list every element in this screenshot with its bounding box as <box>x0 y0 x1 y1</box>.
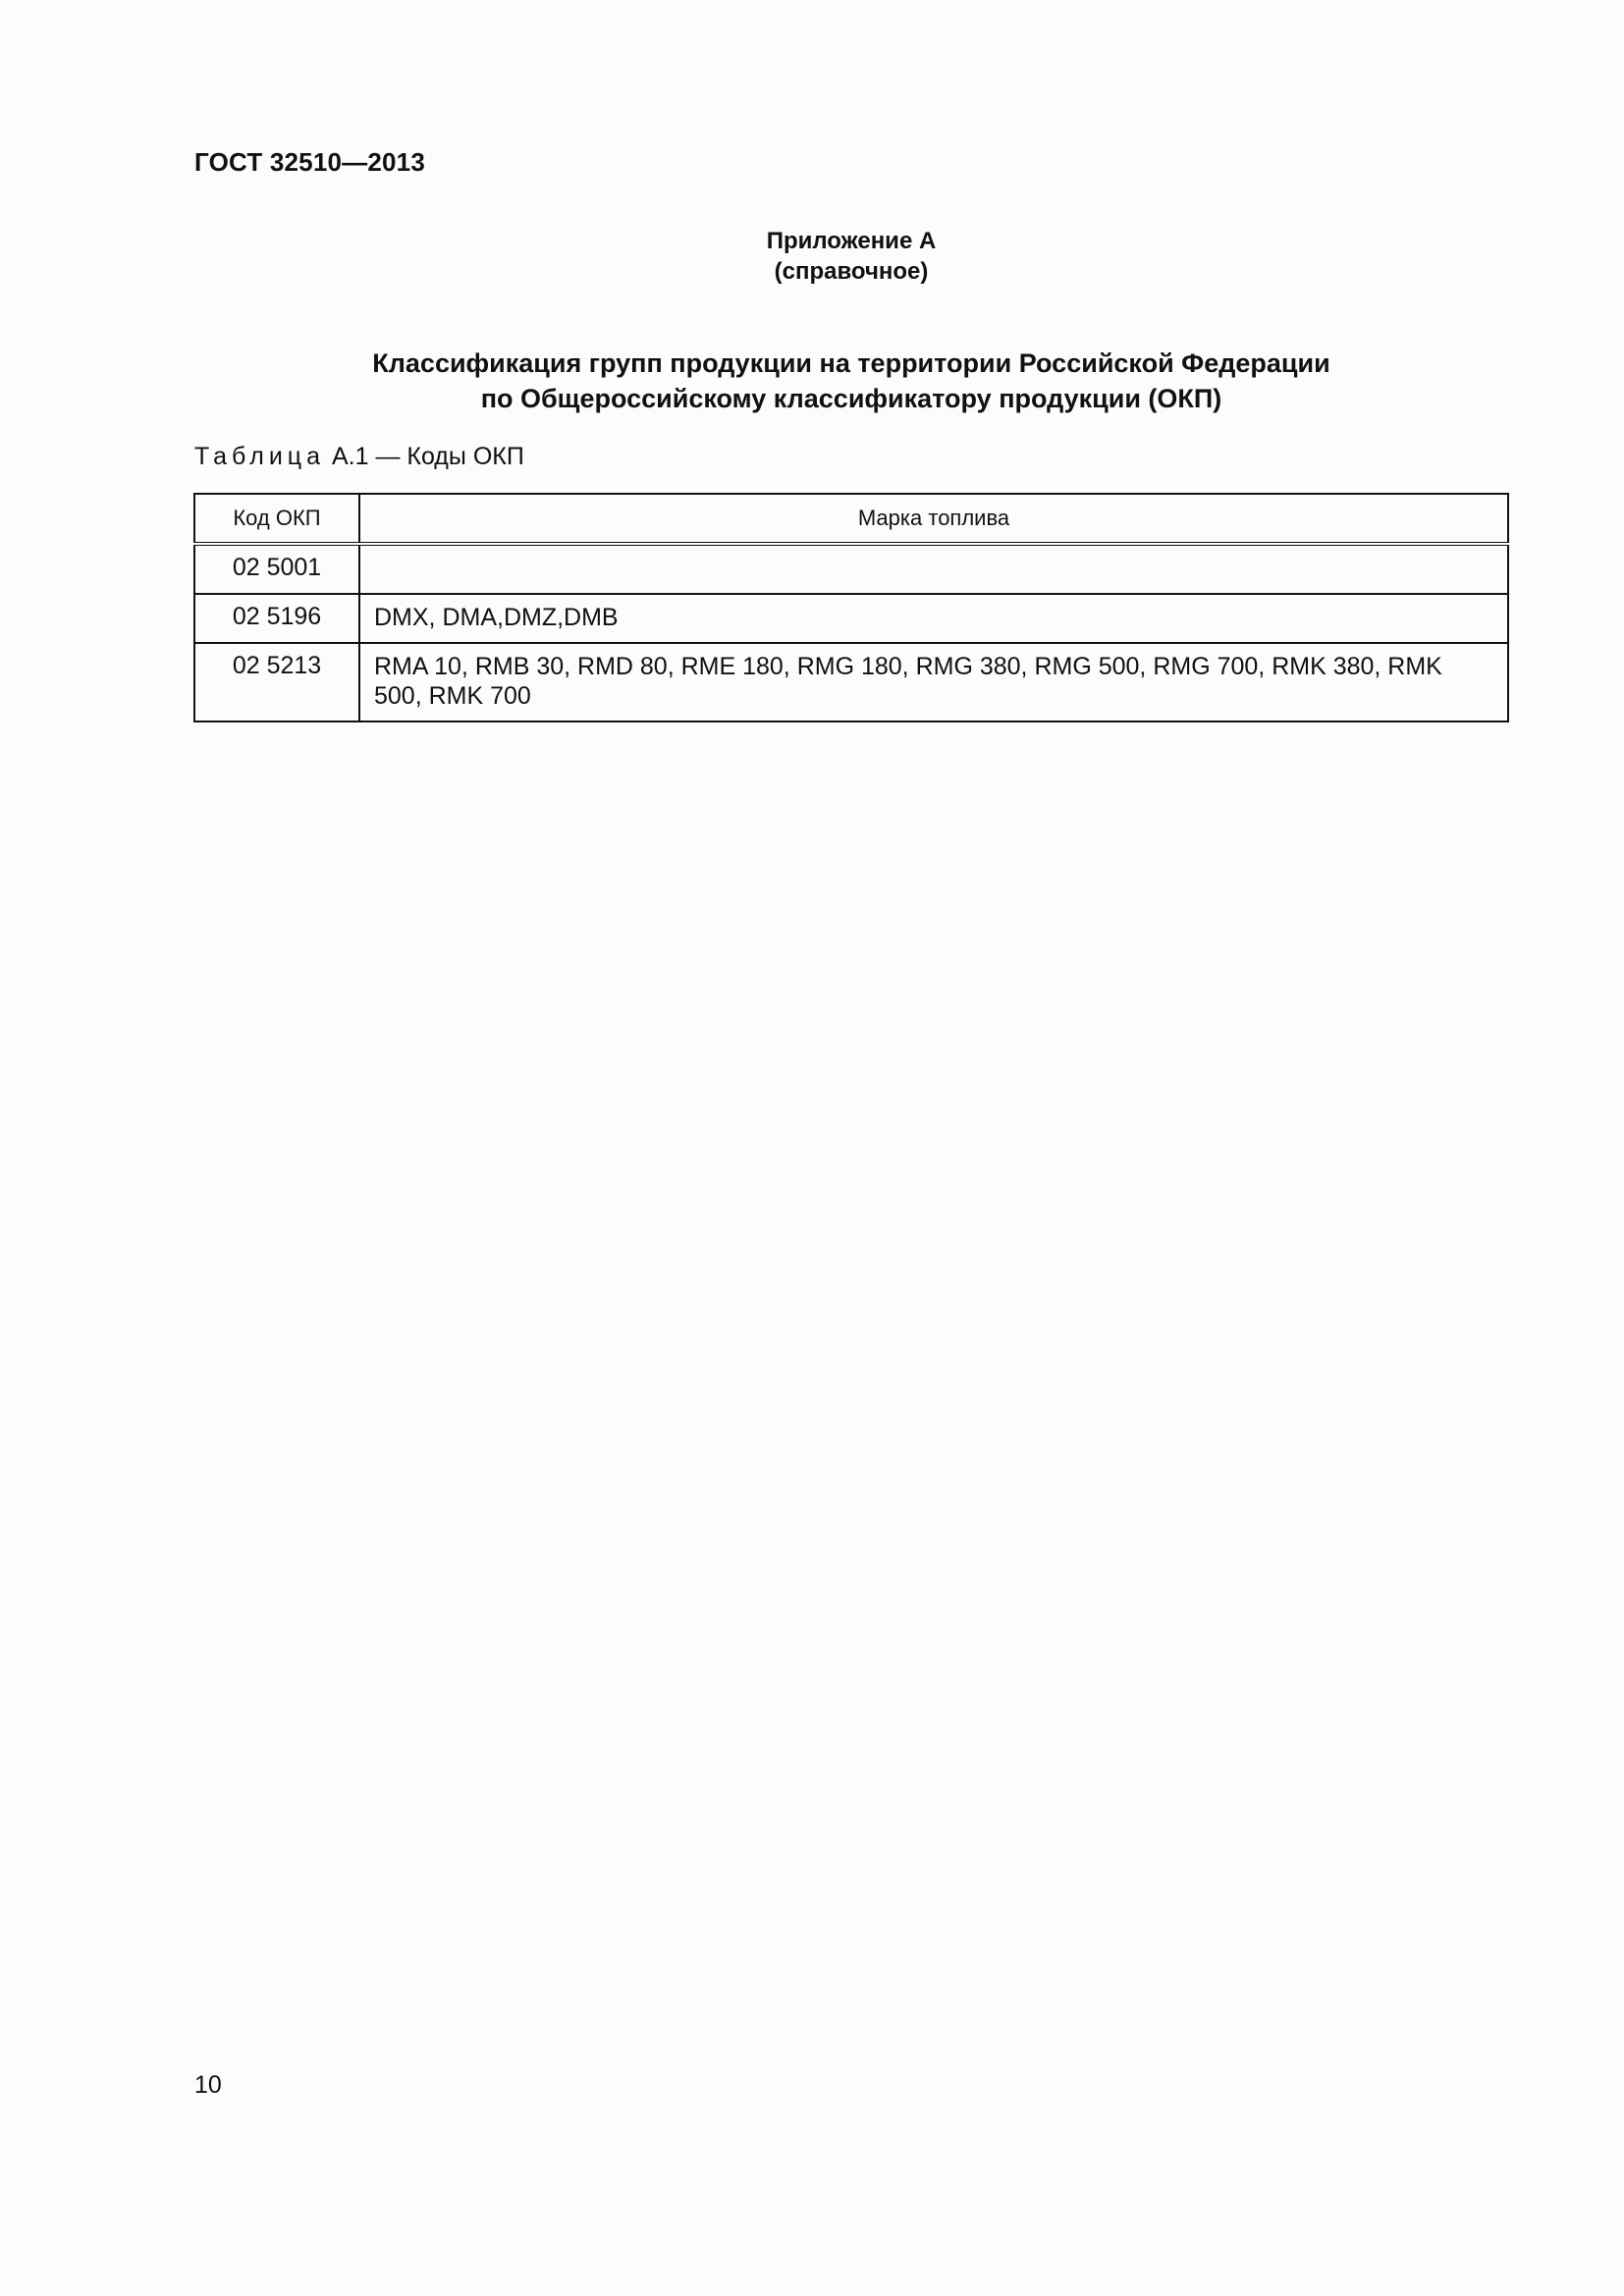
table-row <box>194 544 1508 594</box>
okp-code-cell: 02 5196 <box>194 594 359 643</box>
section-title-line-2: по Общероссийскому классификатору продукции (ОКП) <box>480 384 1222 413</box>
table-caption-text: А.1 — Коды ОКП <box>325 443 524 470</box>
okp-codes-table <box>193 493 1509 722</box>
annex-status: (справочное) <box>774 258 929 285</box>
fuel-grade-cell: DMX, DMA,DMZ,DMB <box>359 594 1508 643</box>
section-title <box>194 346 1508 416</box>
table-row <box>194 643 1508 721</box>
okp-code-cell: 02 5213 <box>194 643 359 721</box>
table-row <box>194 594 1508 643</box>
section-title-line-1: Классификация групп продукции на территории Российской Федерации <box>372 348 1330 378</box>
table-caption <box>194 443 524 471</box>
annex-heading <box>194 226 1508 287</box>
column-header-grade: Марка топлива <box>359 494 1508 544</box>
fuel-grade-cell <box>359 544 1508 594</box>
column-header-code: Код ОКП <box>194 494 359 544</box>
okp-code-cell: 02 5001 <box>194 544 359 594</box>
fuel-grade-cell: RMA 10, RMB 30, RMD 80, RME 180, RMG 180, RMG 380, RMG 500, RMG 700, RMK 380, RMK 500, RMK 700 <box>359 643 1508 721</box>
page-number: 10 <box>194 2071 222 2099</box>
document-standard-id: ГОСТ 32510—2013 <box>194 147 425 177</box>
table-header-row <box>194 494 1508 544</box>
table-caption-label: Таблица <box>194 443 326 470</box>
annex-title: Приложение А <box>766 228 937 254</box>
